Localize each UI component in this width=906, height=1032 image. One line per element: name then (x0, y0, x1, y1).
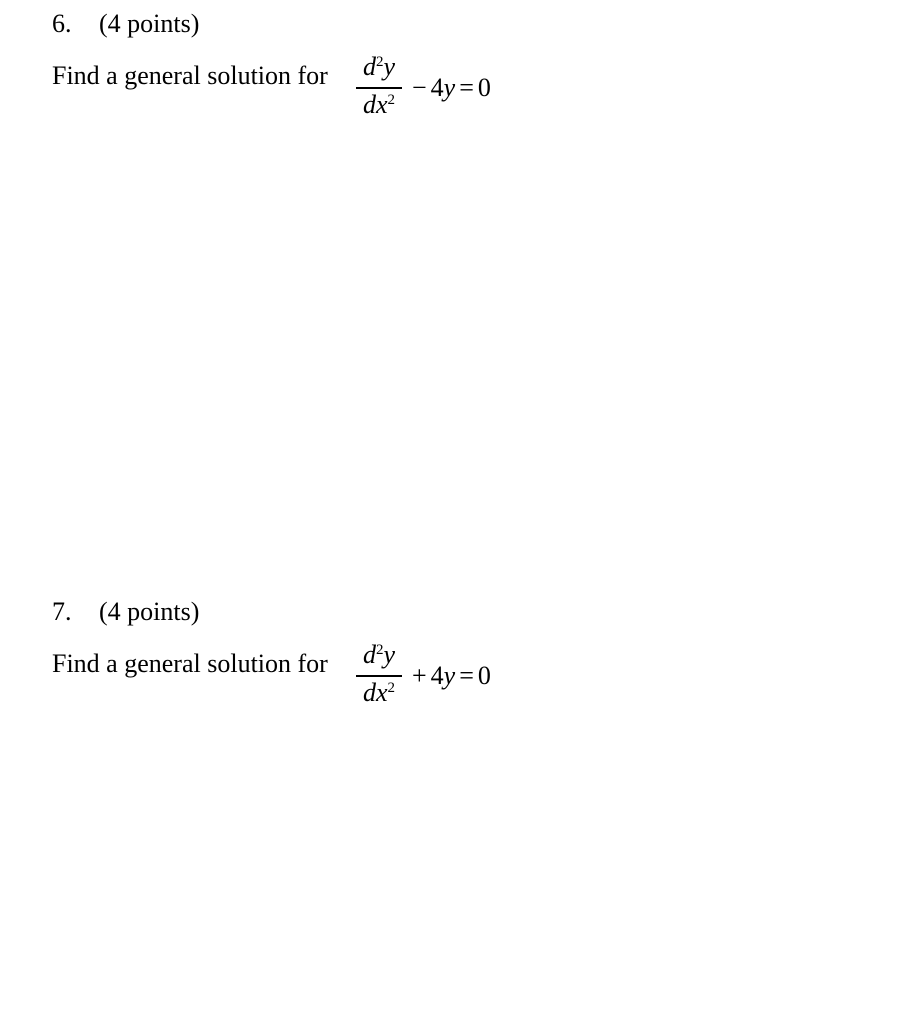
equation-rhs: 0 (477, 73, 491, 102)
equation-coefficient: 4 (430, 73, 444, 102)
fraction-bar (356, 87, 402, 89)
problem-7 (52, 596, 491, 710)
problem-number: 6. (52, 9, 72, 38)
equation-remainder (408, 660, 491, 692)
second-derivative-fraction (356, 52, 402, 122)
problem-points: (4 points) (99, 9, 200, 38)
problem-6 (52, 8, 491, 122)
second-derivative-fraction (356, 640, 402, 710)
equation-coefficient: 4 (430, 661, 444, 690)
equation-operator: + (412, 661, 427, 690)
equation-remainder (408, 72, 491, 104)
problem-prompt: Find a general solution for (52, 61, 328, 90)
problem-number: 7. (52, 597, 72, 626)
problem-prompt-row (52, 640, 491, 710)
fraction-denominator: $dx^2$ (362, 678, 396, 707)
fraction-numerator: $d^2y$ (362, 52, 396, 81)
fraction-bar (356, 675, 402, 677)
problem-prompt-row (52, 52, 491, 122)
problem-prompt: Find a general solution for (52, 649, 328, 678)
equation-variable: y (443, 661, 456, 690)
fraction-denominator: $dx^2$ (362, 90, 396, 119)
problem-header (52, 596, 199, 628)
equation-rhs: 0 (477, 661, 491, 690)
equation-variable: y (443, 73, 456, 102)
fraction-numerator: $d^2y$ (362, 640, 396, 669)
problem-points: (4 points) (99, 597, 200, 626)
problem-header (52, 8, 199, 40)
equation-equals: = (459, 661, 474, 690)
equation-equals: = (459, 73, 474, 102)
equation-operator: − (412, 73, 427, 102)
